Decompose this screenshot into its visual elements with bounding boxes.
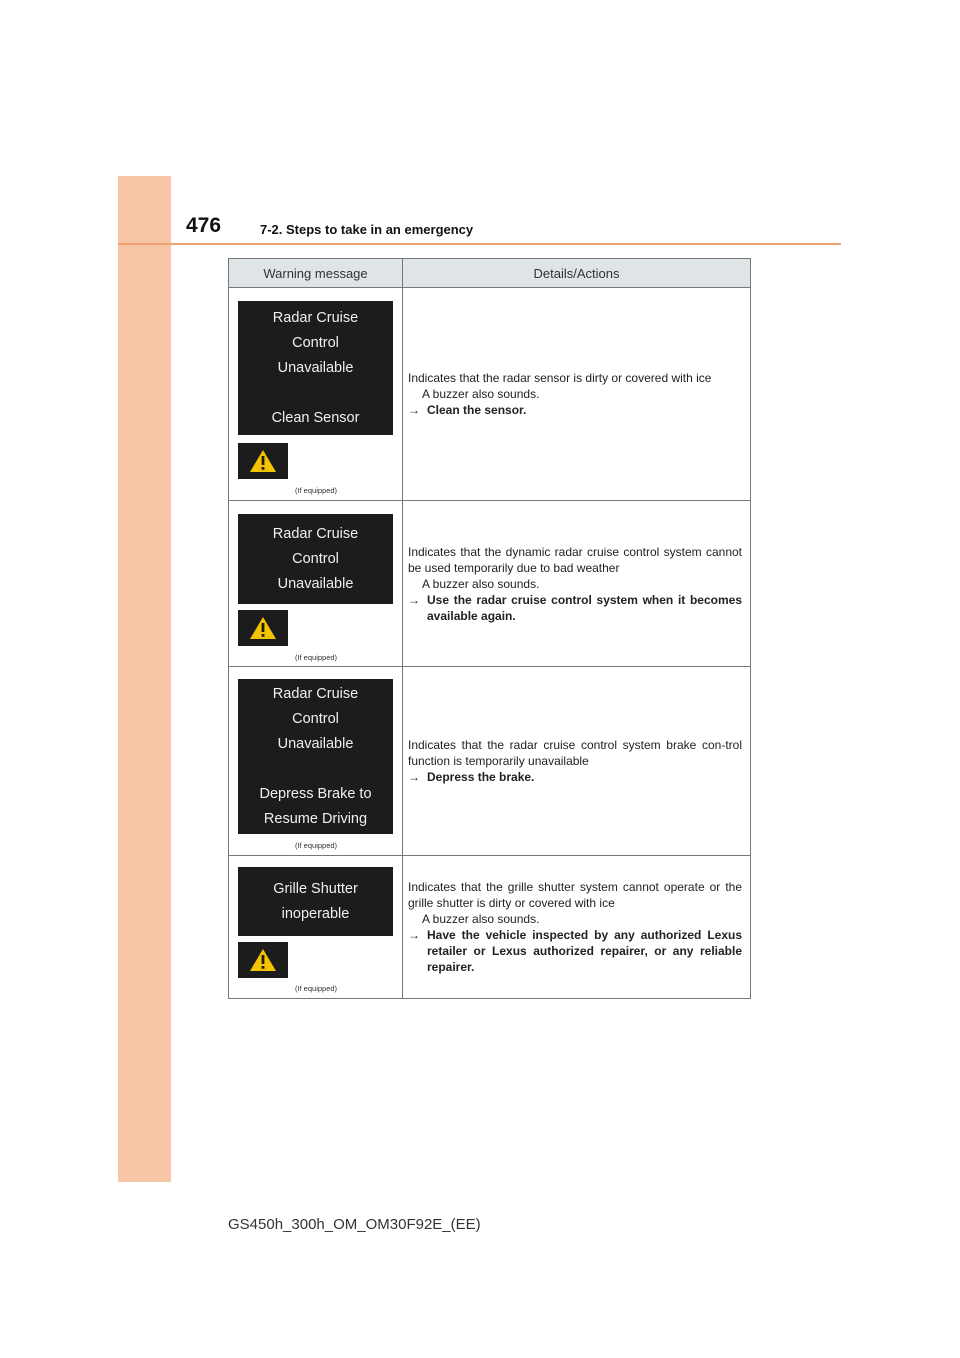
screen-line: Resume Driving <box>263 810 368 827</box>
warning-message-cell <box>229 667 403 856</box>
warning-message-table <box>228 258 751 999</box>
screen-line: Radar Cruise <box>272 685 359 702</box>
warning-message-cell <box>229 501 403 667</box>
arrow-icon: → <box>408 928 420 942</box>
screen-line: Grille Shutter <box>273 880 358 897</box>
details-buzzer-note: A buzzer also sounds. <box>422 912 540 926</box>
column-header-warning-message: Warning message <box>229 259 403 288</box>
section-title: 7-2. Steps to take in an emergency <box>260 222 474 237</box>
details-action: → Have the vehicle inspected by any authorized Lexus retailer or Lexus authorized repairer, or any reliable repairer. <box>408 928 742 974</box>
display-screen <box>238 679 393 834</box>
details-buzzer-note: A buzzer also sounds. <box>422 576 540 591</box>
screen-line: Clean Sensor <box>271 409 360 426</box>
header-rule <box>118 243 841 245</box>
details-cell <box>403 667 751 856</box>
arrow-icon: → <box>408 592 420 607</box>
if-equipped-note: (If equipped) <box>294 486 338 495</box>
if-equipped-note: (If equipped) <box>294 841 338 850</box>
warning-triangle-icon <box>238 443 288 479</box>
table-row <box>229 667 751 856</box>
details-description: Indicates that the grille shutter system cannot operate or the grille shutter is dirty or covered with ice <box>408 880 742 910</box>
screen-line: Control <box>292 710 339 727</box>
display-screen <box>238 867 393 936</box>
screen-line <box>238 757 393 782</box>
warning-message-cell <box>229 856 403 999</box>
table-row <box>229 856 751 999</box>
display-screen <box>238 514 393 604</box>
screen-line: inoperable <box>281 905 350 922</box>
screen-line: Unavailable <box>277 735 354 752</box>
details-action: → Depress the brake. <box>408 770 535 784</box>
warning-triangle-icon <box>238 610 288 646</box>
screen-line: Depress Brake to <box>259 785 372 802</box>
screen-line: Radar Cruise <box>272 309 359 326</box>
warning-message-cell <box>229 288 403 501</box>
arrow-icon: → <box>408 770 420 784</box>
warning-triangle-icon <box>238 942 288 978</box>
table-row <box>229 288 751 501</box>
screen-line <box>238 381 393 406</box>
details-buzzer-note: A buzzer also sounds. <box>422 387 540 401</box>
chapter-tab-bar <box>118 176 171 1182</box>
details-description: Indicates that the dynamic radar cruise control system cannot be used temporarily due to bad weather <box>408 544 742 575</box>
details-action: → Use the radar cruise control system when it becomes available again. <box>408 592 742 623</box>
if-equipped-note: (If equipped) <box>294 653 338 662</box>
screen-line: Radar Cruise <box>272 525 359 542</box>
details-cell <box>403 856 751 999</box>
details-action: → Clean the sensor. <box>408 403 527 417</box>
screen-line: Unavailable <box>277 359 354 376</box>
screen-line: Control <box>292 334 339 351</box>
document-code-footer: GS450h_300h_OM_OM30F92E_(EE) <box>228 1216 481 1233</box>
if-equipped-note: (If equipped) <box>294 984 338 993</box>
arrow-icon: → <box>408 403 420 417</box>
screen-line: Control <box>292 550 339 567</box>
details-description: Indicates that the radar cruise control system brake con-trol function is temporarily unavailable <box>408 738 742 768</box>
column-header-details: Details/Actions <box>403 259 751 288</box>
details-description: Indicates that the radar sensor is dirty or covered with ice <box>408 371 712 385</box>
screen-line: Unavailable <box>277 575 354 592</box>
details-cell <box>403 288 751 501</box>
page-number: 476 <box>186 214 222 237</box>
details-cell <box>403 501 751 667</box>
table-row <box>229 501 751 667</box>
display-screen <box>238 301 393 435</box>
table-header-row <box>229 259 751 288</box>
